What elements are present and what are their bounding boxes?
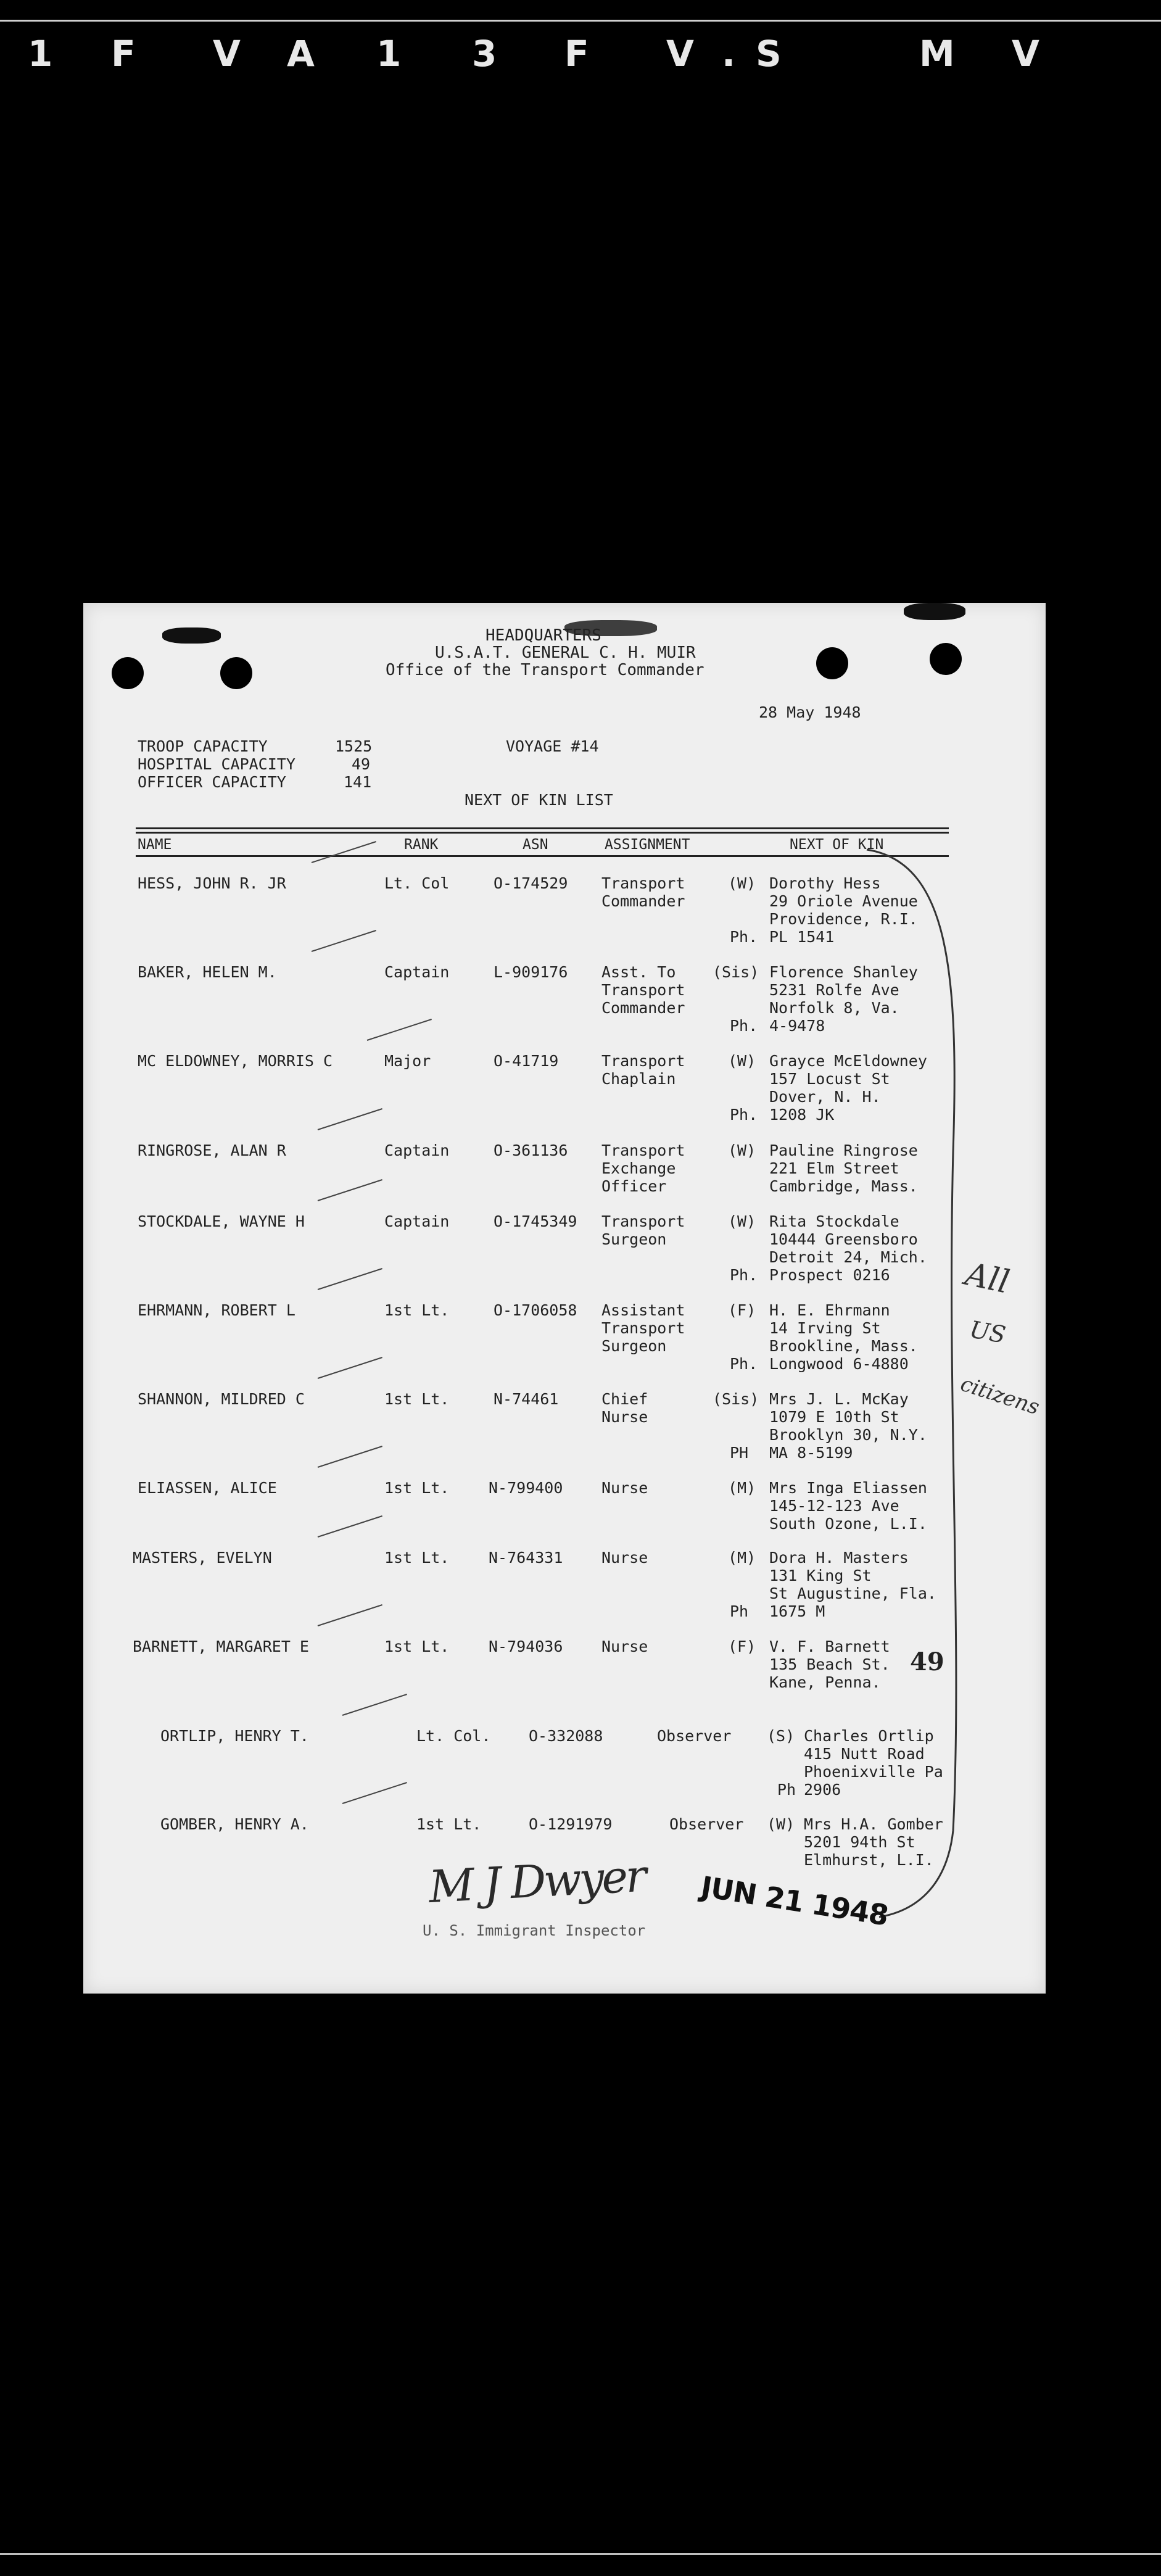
kin-line: H. E. Ehrmann — [769, 1301, 890, 1319]
assignment-line: Nurse — [601, 1549, 648, 1567]
person-name: BARNETT, MARGARET E — [133, 1638, 309, 1655]
check-tick — [342, 1694, 407, 1716]
assignment-line: Observer — [669, 1815, 744, 1833]
kin-relation: (F) — [728, 1301, 756, 1319]
kin-line: V. F. Barnett — [769, 1638, 890, 1655]
assignment-line: Nurse — [601, 1479, 648, 1497]
check-tick — [318, 1357, 382, 1379]
person-asn: L-909176 — [494, 963, 568, 981]
kin-line: Dorothy Hess — [769, 874, 881, 892]
page-number: 49 — [910, 1647, 944, 1676]
kin-line: South Ozone, L.I. — [769, 1515, 927, 1533]
assignment-line: Nurse — [601, 1638, 648, 1655]
phone-prefix: Ph — [730, 1602, 749, 1620]
kin-relation: (W) — [728, 1141, 756, 1159]
person-rank: 1st Lt. — [416, 1815, 482, 1833]
assignment-line: Assistant — [601, 1301, 685, 1319]
film-frame-mark: F — [564, 33, 589, 75]
film-frame-mark: V — [1012, 33, 1039, 75]
ink-smudge — [904, 603, 965, 620]
kin-line: Brookline, Mass. — [769, 1337, 918, 1355]
check-tick — [318, 1268, 382, 1290]
punch-hole — [112, 657, 144, 689]
person-rank: Major — [384, 1052, 431, 1070]
kin-line: 145-12-123 Ave — [769, 1497, 899, 1515]
document-page — [83, 603, 1046, 1994]
kin-line: Norfolk 8, Va. — [769, 999, 899, 1017]
punch-hole — [816, 647, 848, 679]
person-asn: N-799400 — [489, 1479, 563, 1497]
kin-line: 14 Irving St — [769, 1319, 881, 1337]
film-frame-mark: A — [287, 33, 315, 75]
kin-line: 4-9478 — [769, 1017, 825, 1035]
check-tick — [312, 930, 376, 952]
assignment-line: Exchange — [601, 1159, 676, 1177]
check-tick — [318, 1179, 382, 1201]
kin-line: Pauline Ringrose — [769, 1141, 918, 1159]
person-asn: O-332088 — [529, 1727, 603, 1745]
kin-relation: (W) — [728, 874, 756, 892]
person-rank: 1st Lt. — [384, 1390, 450, 1408]
person-asn: O-1745349 — [494, 1212, 577, 1230]
inspector-signature: M J Dwyer — [428, 1849, 646, 1913]
check-tick — [342, 1782, 407, 1804]
column-header-next-of-kin: NEXT OF KIN — [790, 837, 884, 853]
kin-relation: (F) — [728, 1638, 756, 1655]
kin-line: Dover, N. H. — [769, 1088, 881, 1106]
column-header-asn: ASN — [523, 837, 548, 853]
kin-line: 5201 94th St — [804, 1833, 915, 1851]
list-title: NEXT OF KIN LIST — [465, 791, 613, 809]
assignment-line: Surgeon — [601, 1230, 667, 1248]
film-frame-mark: 1 — [28, 33, 53, 75]
person-name: EHRMANN, ROBERT L — [138, 1301, 295, 1319]
kin-line: 131 King St — [769, 1567, 872, 1584]
kin-line: Grayce McEldowney — [769, 1052, 927, 1070]
check-tick — [318, 1604, 382, 1626]
person-rank: Lt. Col — [384, 874, 450, 892]
kin-line: 1079 E 10th St — [769, 1408, 899, 1426]
film-frame-mark: . — [722, 33, 736, 75]
assignment-line: Transport — [601, 1319, 685, 1337]
voyage-number: VOYAGE #14 — [506, 737, 599, 755]
kin-line: 1675 M — [769, 1602, 825, 1620]
column-header-name: NAME — [138, 837, 172, 853]
person-rank: Captain — [384, 1141, 450, 1159]
film-frame-mark: 3 — [472, 33, 497, 75]
kin-line: 135 Beach St. — [769, 1655, 890, 1673]
person-asn: O-174529 — [494, 874, 568, 892]
film-edge-top — [0, 20, 1161, 22]
person-name: SHANNON, MILDRED C — [138, 1390, 305, 1408]
assignment-line: Transport — [601, 1052, 685, 1070]
kin-relation: (W) — [767, 1815, 795, 1833]
kin-line: Florence Shanley — [769, 963, 918, 981]
person-rank: Lt. Col. — [416, 1727, 491, 1745]
kin-line: 157 Locust St — [769, 1070, 890, 1088]
phone-prefix: Ph. — [730, 928, 758, 946]
person-asn: N-764331 — [489, 1549, 563, 1567]
phone-prefix: PH — [730, 1444, 749, 1462]
person-asn: O-1291979 — [529, 1815, 613, 1833]
phone-prefix: Ph. — [730, 1266, 758, 1284]
margin-note-line-1: All — [962, 1256, 1013, 1301]
person-name: ORTLIP, HENRY T. — [160, 1727, 309, 1745]
assignment-line: Commander — [601, 892, 685, 910]
film-frame-mark: V — [213, 33, 241, 75]
margin-note-line-3: citizens — [957, 1371, 1043, 1420]
officer-capacity-value: 141 — [344, 773, 372, 791]
hospital-capacity-value: 49 — [352, 755, 371, 773]
punch-hole — [220, 657, 252, 689]
kin-line: 2906 — [804, 1781, 841, 1799]
kin-line: Rita Stockdale — [769, 1212, 899, 1230]
check-tick — [318, 1108, 382, 1130]
kin-line: Mrs Inga Eliassen — [769, 1479, 927, 1497]
phone-prefix: Ph. — [730, 1355, 758, 1373]
kin-relation: (M) — [728, 1479, 756, 1497]
assignment-line: Chief — [601, 1390, 648, 1408]
film-frame-mark: M — [919, 33, 955, 75]
table-rule-top-2 — [136, 832, 949, 834]
ink-smudge — [162, 627, 221, 644]
check-tick — [367, 1019, 432, 1041]
kin-relation: (Sis) — [713, 1390, 759, 1408]
date-stamp: JUN 21 1948 — [698, 1870, 891, 1932]
assignment-line: Transport — [601, 1141, 685, 1159]
kin-line: St Augustine, Fla. — [769, 1584, 936, 1602]
person-asn: O-41719 — [494, 1052, 559, 1070]
person-name: BAKER, HELEN M. — [138, 963, 277, 981]
document-date: 28 May 1948 — [759, 703, 861, 721]
kin-relation: (W) — [728, 1052, 756, 1070]
kin-line: 29 Oriole Avenue — [769, 892, 918, 910]
header-line-1: HEADQUARTERS — [485, 626, 601, 645]
kin-line: 1208 JK — [769, 1106, 835, 1124]
check-tick — [318, 1515, 382, 1538]
film-frame-mark: 1 — [376, 33, 402, 75]
kin-relation: (Sis) — [713, 963, 759, 981]
person-name: MC ELDOWNEY, MORRIS C — [138, 1052, 333, 1070]
header-line-2: U.S.A.T. GENERAL C. H. MUIR — [435, 644, 696, 662]
column-header-assignment: ASSIGNMENT — [605, 837, 690, 853]
person-name: STOCKDALE, WAYNE H — [138, 1212, 305, 1230]
kin-line: 221 Elm Street — [769, 1159, 899, 1177]
person-asn: N-74461 — [494, 1390, 559, 1408]
kin-line: Kane, Penna. — [769, 1673, 881, 1691]
assignment-line: Surgeon — [601, 1337, 667, 1355]
kin-line: Cambridge, Mass. — [769, 1177, 918, 1195]
person-asn: N-794036 — [489, 1638, 563, 1655]
kin-line: 415 Nutt Road — [804, 1745, 925, 1763]
assignment-line: Officer — [601, 1177, 667, 1195]
person-name: HESS, JOHN R. JR — [138, 874, 286, 892]
assignment-line: Asst. To — [601, 963, 676, 981]
film-frame-mark: S — [756, 33, 782, 75]
assignment-line: Transport — [601, 1212, 685, 1230]
kin-line: Phoenixville Pa — [804, 1763, 943, 1781]
kin-line: Dora H. Masters — [769, 1549, 909, 1567]
assignment-line: Observer — [657, 1727, 732, 1745]
person-rank: Captain — [384, 963, 450, 981]
person-name: GOMBER, HENRY A. — [160, 1815, 309, 1833]
table-rule-top — [136, 827, 949, 829]
person-asn: O-361136 — [494, 1141, 568, 1159]
film-frame-mark: F — [111, 33, 136, 75]
margin-note-line-2: US — [967, 1315, 1008, 1349]
kin-line: 5231 Rolfe Ave — [769, 981, 899, 999]
kin-relation: (W) — [728, 1212, 756, 1230]
kin-line: Providence, R.I. — [769, 910, 918, 928]
kin-line: Mrs J. L. McKay — [769, 1390, 909, 1408]
check-tick — [318, 1446, 382, 1468]
film-frame-mark: V — [666, 33, 694, 75]
punch-hole — [930, 643, 962, 675]
kin-line: Elmhurst, L.I. — [804, 1851, 934, 1869]
kin-relation: (S) — [767, 1727, 795, 1745]
inspector-title: U. S. Immigrant Inspector — [423, 1922, 646, 1939]
person-rank: Captain — [384, 1212, 450, 1230]
person-name: ELIASSEN, ALICE — [138, 1479, 277, 1497]
kin-line: Brooklyn 30, N.Y. — [769, 1426, 927, 1444]
person-rank: 1st Lt. — [384, 1301, 450, 1319]
person-rank: 1st Lt. — [384, 1549, 450, 1567]
kin-line: 10444 Greensboro — [769, 1230, 918, 1248]
check-tick — [312, 841, 376, 863]
kin-line: Prospect 0216 — [769, 1266, 890, 1284]
table-rule-header-bottom — [136, 855, 949, 857]
assignment-line: Chaplain — [601, 1070, 676, 1088]
phone-prefix: Ph. — [730, 1017, 758, 1035]
column-header-rank: RANK — [404, 837, 439, 853]
officer-capacity-label: OFFICER CAPACITY — [138, 773, 286, 791]
kin-line: MA 8-5199 — [769, 1444, 853, 1462]
assignment-line: Transport — [601, 981, 685, 999]
hospital-capacity-label: HOSPITAL CAPACITY — [138, 755, 295, 773]
kin-line: Mrs H.A. Gomber — [804, 1815, 943, 1833]
person-rank: 1st Lt. — [384, 1479, 450, 1497]
phone-prefix: Ph — [777, 1781, 796, 1799]
assignment-line: Transport — [601, 874, 685, 892]
troop-capacity-label: TROOP CAPACITY — [138, 737, 268, 755]
person-asn: O-1706058 — [494, 1301, 577, 1319]
person-rank: 1st Lt. — [384, 1638, 450, 1655]
kin-line: Longwood 6-4880 — [769, 1355, 909, 1373]
kin-line: Charles Ortlip — [804, 1727, 934, 1745]
person-name: MASTERS, EVELYN — [133, 1549, 272, 1567]
kin-line: PL 1541 — [769, 928, 835, 946]
assignment-line: Nurse — [601, 1408, 648, 1426]
assignment-line: Commander — [601, 999, 685, 1017]
kin-line: Detroit 24, Mich. — [769, 1248, 927, 1266]
phone-prefix: Ph. — [730, 1106, 758, 1124]
troop-capacity-value: 1525 — [335, 737, 373, 755]
film-edge-bottom — [0, 2553, 1161, 2555]
person-name: RINGROSE, ALAN R — [138, 1141, 286, 1159]
kin-relation: (M) — [728, 1549, 756, 1567]
header-line-3: Office of the Transport Commander — [386, 661, 704, 679]
